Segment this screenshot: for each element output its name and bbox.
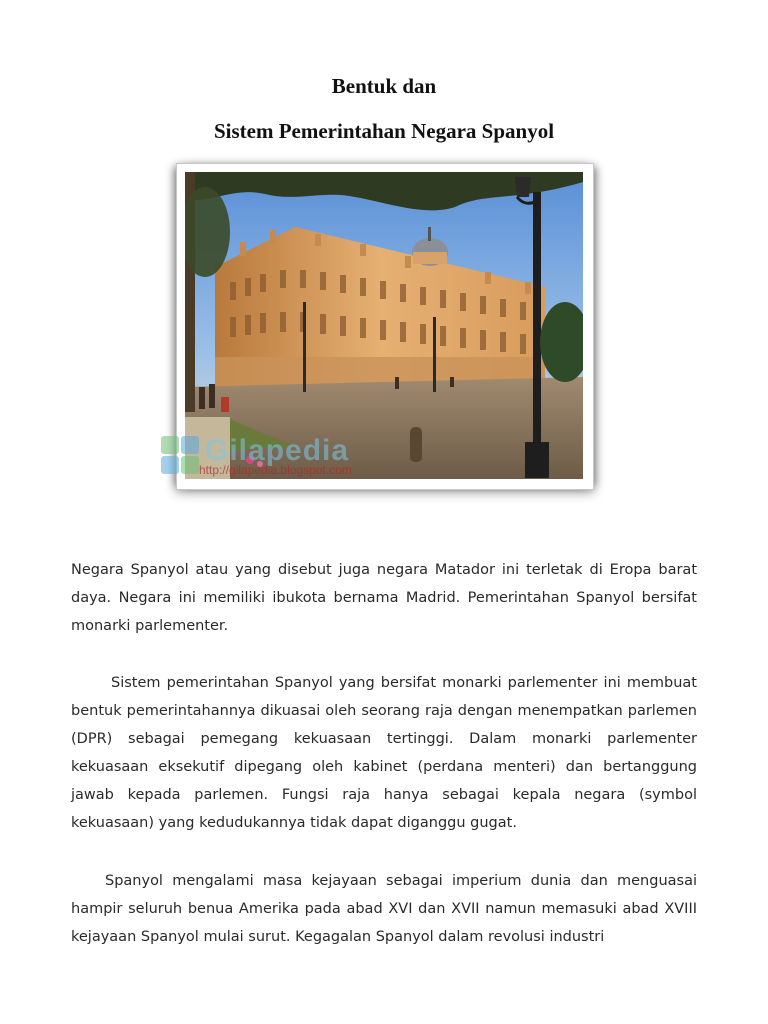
image-watermark [159,432,409,482]
document-title-line-1: Bentuk dan [331,74,437,98]
watermark-brand: Gilapedia [205,434,350,467]
document-title-line-2: Sistem Pemerintahan Negara Spanyol [213,119,555,143]
watermark-url: http://gilapedia.blogspot.com [199,463,352,477]
palace-photo-frame [176,163,594,490]
paragraph-1: Negara Spanyol atau yang disebut juga negara Matador ini terletak di Eropa barat daya. Negara ini memiliki ibukota bernama Madrid. Pemerintahan Spanyol bersifat monarki parlementer. [71,561,697,634]
paragraph-2: Sistem pemerintahan Spanyol yang bersifat monarki parlementer ini membuat bentuk pemerintahannya dikuasai oleh seorang raja dengan menempatkan parlemen (DPR) sebagai pemegang kekuasaan tertinggi. Dalam monarki parlementer kekuasaan eksekutif dipegang oleh kabinet (perdana menteri) dan bertanggung jawab kepada parlemen. Fungsi raja hanya sebagai kepala negara (symbol kekuasaan) yang kedudukannya tidak dapat diganggu gugat. [71,674,697,831]
gilapedia-logo-icon [159,434,203,478]
paragraph-3: Spanyol mengalami masa kejayaan sebagai imperium dunia dan menguasai hampir seluruh benua Amerika pada abad XVI dan XVII namun memasuki abad XVIII kejayaan Spanyol mulai surut. Kegagalan Spanyol dalam revolusi industri [71,872,697,945]
